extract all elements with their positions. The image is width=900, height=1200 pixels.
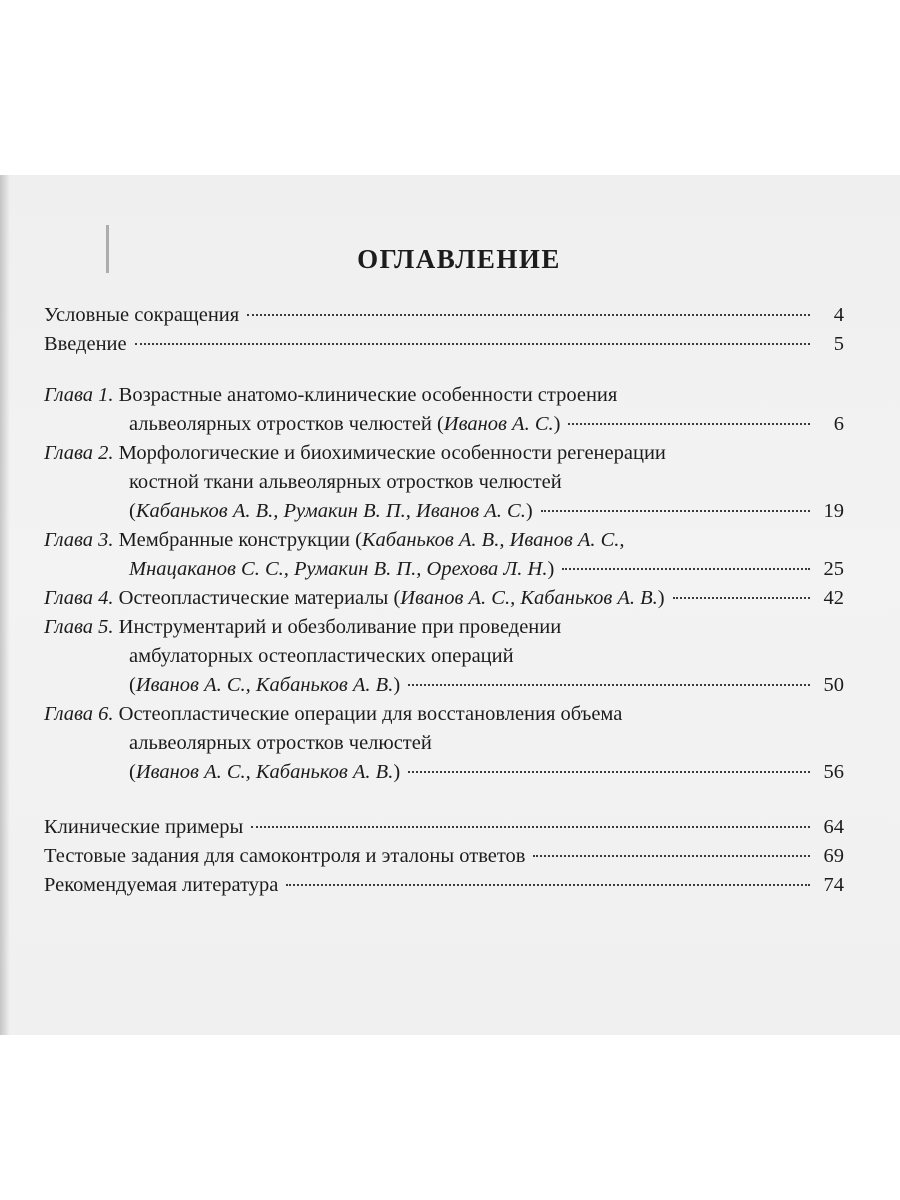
toc-page-number: 5 bbox=[833, 333, 844, 355]
chapter-title: Инструментарий и обезболивание при проведении bbox=[118, 616, 562, 638]
chapter-label: Глава 1. bbox=[44, 384, 114, 406]
chapter-last-line bbox=[44, 584, 844, 613]
chapter-authors: Иванов А. С., Кабаньков А. В. bbox=[135, 674, 394, 696]
dot-leader bbox=[286, 884, 810, 886]
paren-open: ( bbox=[129, 761, 136, 783]
dot-leader bbox=[135, 343, 810, 345]
toc-entry-clinical-examples bbox=[44, 813, 844, 842]
dot-leader bbox=[408, 684, 810, 686]
toc-entry-introduction bbox=[44, 330, 844, 359]
chapter-heading-line bbox=[44, 526, 844, 555]
toc-page-number: 56 bbox=[823, 761, 844, 783]
toc-chapter-3 bbox=[44, 526, 844, 584]
toc-page-number: 69 bbox=[823, 845, 844, 867]
toc-entry-abbreviations bbox=[44, 301, 844, 330]
chapter-authors: Кабаньков А. В., Иванов А. С., bbox=[361, 529, 625, 551]
dot-leader bbox=[247, 314, 810, 316]
paren-open: ( bbox=[129, 500, 136, 522]
chapter-label: Глава 2. bbox=[44, 442, 114, 464]
chapter-title: Остеопластические материалы ( bbox=[118, 587, 401, 609]
chapter-authors: Кабаньков А. В., Румакин В. П., Иванов А. С. bbox=[135, 500, 526, 522]
chapter-label: Глава 4. bbox=[44, 587, 114, 609]
toc-title: ОГЛАВЛЕНИЕ bbox=[357, 244, 561, 274]
chapter-last-line bbox=[44, 758, 844, 787]
chapter-title: Морфологические и биохимические особенности регенерации bbox=[118, 442, 666, 464]
toc-page-number: 4 bbox=[833, 304, 844, 326]
paren-close: ) bbox=[393, 761, 401, 783]
chapter-heading-line bbox=[44, 613, 844, 642]
paren-close: ) bbox=[553, 413, 561, 435]
dot-leader bbox=[568, 423, 810, 425]
toc-page-number: 64 bbox=[823, 816, 844, 838]
toc-page-number: 74 bbox=[823, 874, 844, 896]
chapter-authors: Иванов А. С., Кабаньков А. В. bbox=[135, 761, 394, 783]
dot-leader bbox=[673, 597, 810, 599]
chapter-label: Глава 5. bbox=[44, 616, 114, 638]
chapter-authors-cont: Мнацаканов С. С., Румакин В. П., Орехова Л. Н. bbox=[129, 558, 548, 580]
paren-close: ) bbox=[657, 587, 665, 609]
paren-open: ( bbox=[129, 674, 136, 696]
toc-entry-tests bbox=[44, 842, 844, 871]
toc-chapter-2 bbox=[44, 439, 844, 526]
chapter-last-line bbox=[44, 497, 844, 526]
toc-chapter-6 bbox=[44, 700, 844, 787]
toc-entry-label: Рекомендуемая литература bbox=[44, 874, 279, 896]
toc-entry-label: Введение bbox=[44, 333, 127, 355]
toc-page-number: 50 bbox=[823, 674, 844, 696]
chapter-label: Глава 6. bbox=[44, 703, 114, 725]
dot-leader bbox=[251, 826, 810, 828]
chapter-heading-line bbox=[44, 439, 844, 468]
toc-entry-label: Условные сокращения bbox=[44, 304, 240, 326]
paren-close: ) bbox=[393, 674, 401, 696]
chapter-authors: Иванов А. С., Кабаньков А. В. bbox=[400, 587, 658, 609]
chapter-authors: Иванов А. С. bbox=[443, 413, 554, 435]
toc-entry-label: Тестовые задания для самоконтроля и эталоны ответов bbox=[44, 845, 526, 867]
chapter-last-line bbox=[44, 555, 844, 584]
toc-page-number: 42 bbox=[823, 587, 844, 609]
chapter-heading-line bbox=[44, 700, 844, 729]
chapter-title-cont: альвеолярных отростков челюстей ( bbox=[129, 413, 444, 435]
paren-close: ) bbox=[547, 558, 555, 580]
toc-page-number: 6 bbox=[833, 413, 844, 435]
toc-chapter-5 bbox=[44, 613, 844, 700]
chapter-title-cont: альвеолярных отростков челюстей bbox=[129, 732, 432, 754]
chapter-label: Глава 3. bbox=[44, 529, 114, 551]
paren-close: ) bbox=[525, 500, 533, 522]
chapter-title: Мембранные конструкции ( bbox=[118, 529, 362, 551]
chapter-title: Возрастные анатомо-клинические особенности строения bbox=[118, 384, 618, 406]
chapter-title: Остеопластические операции для восстановления объема bbox=[118, 703, 623, 725]
toc-page-number: 19 bbox=[823, 500, 844, 522]
dot-leader bbox=[408, 771, 810, 773]
dot-leader bbox=[533, 855, 810, 857]
toc-entry-literature bbox=[44, 871, 844, 900]
chapter-heading-line bbox=[44, 381, 844, 410]
dot-leader bbox=[562, 568, 810, 570]
chapter-title-cont: костной ткани альвеолярных отростков челюстей bbox=[129, 471, 562, 493]
toc-page-number: 25 bbox=[823, 558, 844, 580]
chapter-title-cont: амбулаторных остеопластических операций bbox=[129, 645, 514, 667]
dot-leader bbox=[541, 510, 810, 512]
toc-chapter-4 bbox=[44, 584, 844, 613]
chapter-last-line bbox=[44, 671, 844, 700]
chapter-last-line bbox=[44, 410, 844, 439]
toc-chapter-1 bbox=[44, 381, 844, 439]
toc-entry-label: Клинические примеры bbox=[44, 816, 244, 838]
table-of-contents bbox=[44, 244, 844, 900]
